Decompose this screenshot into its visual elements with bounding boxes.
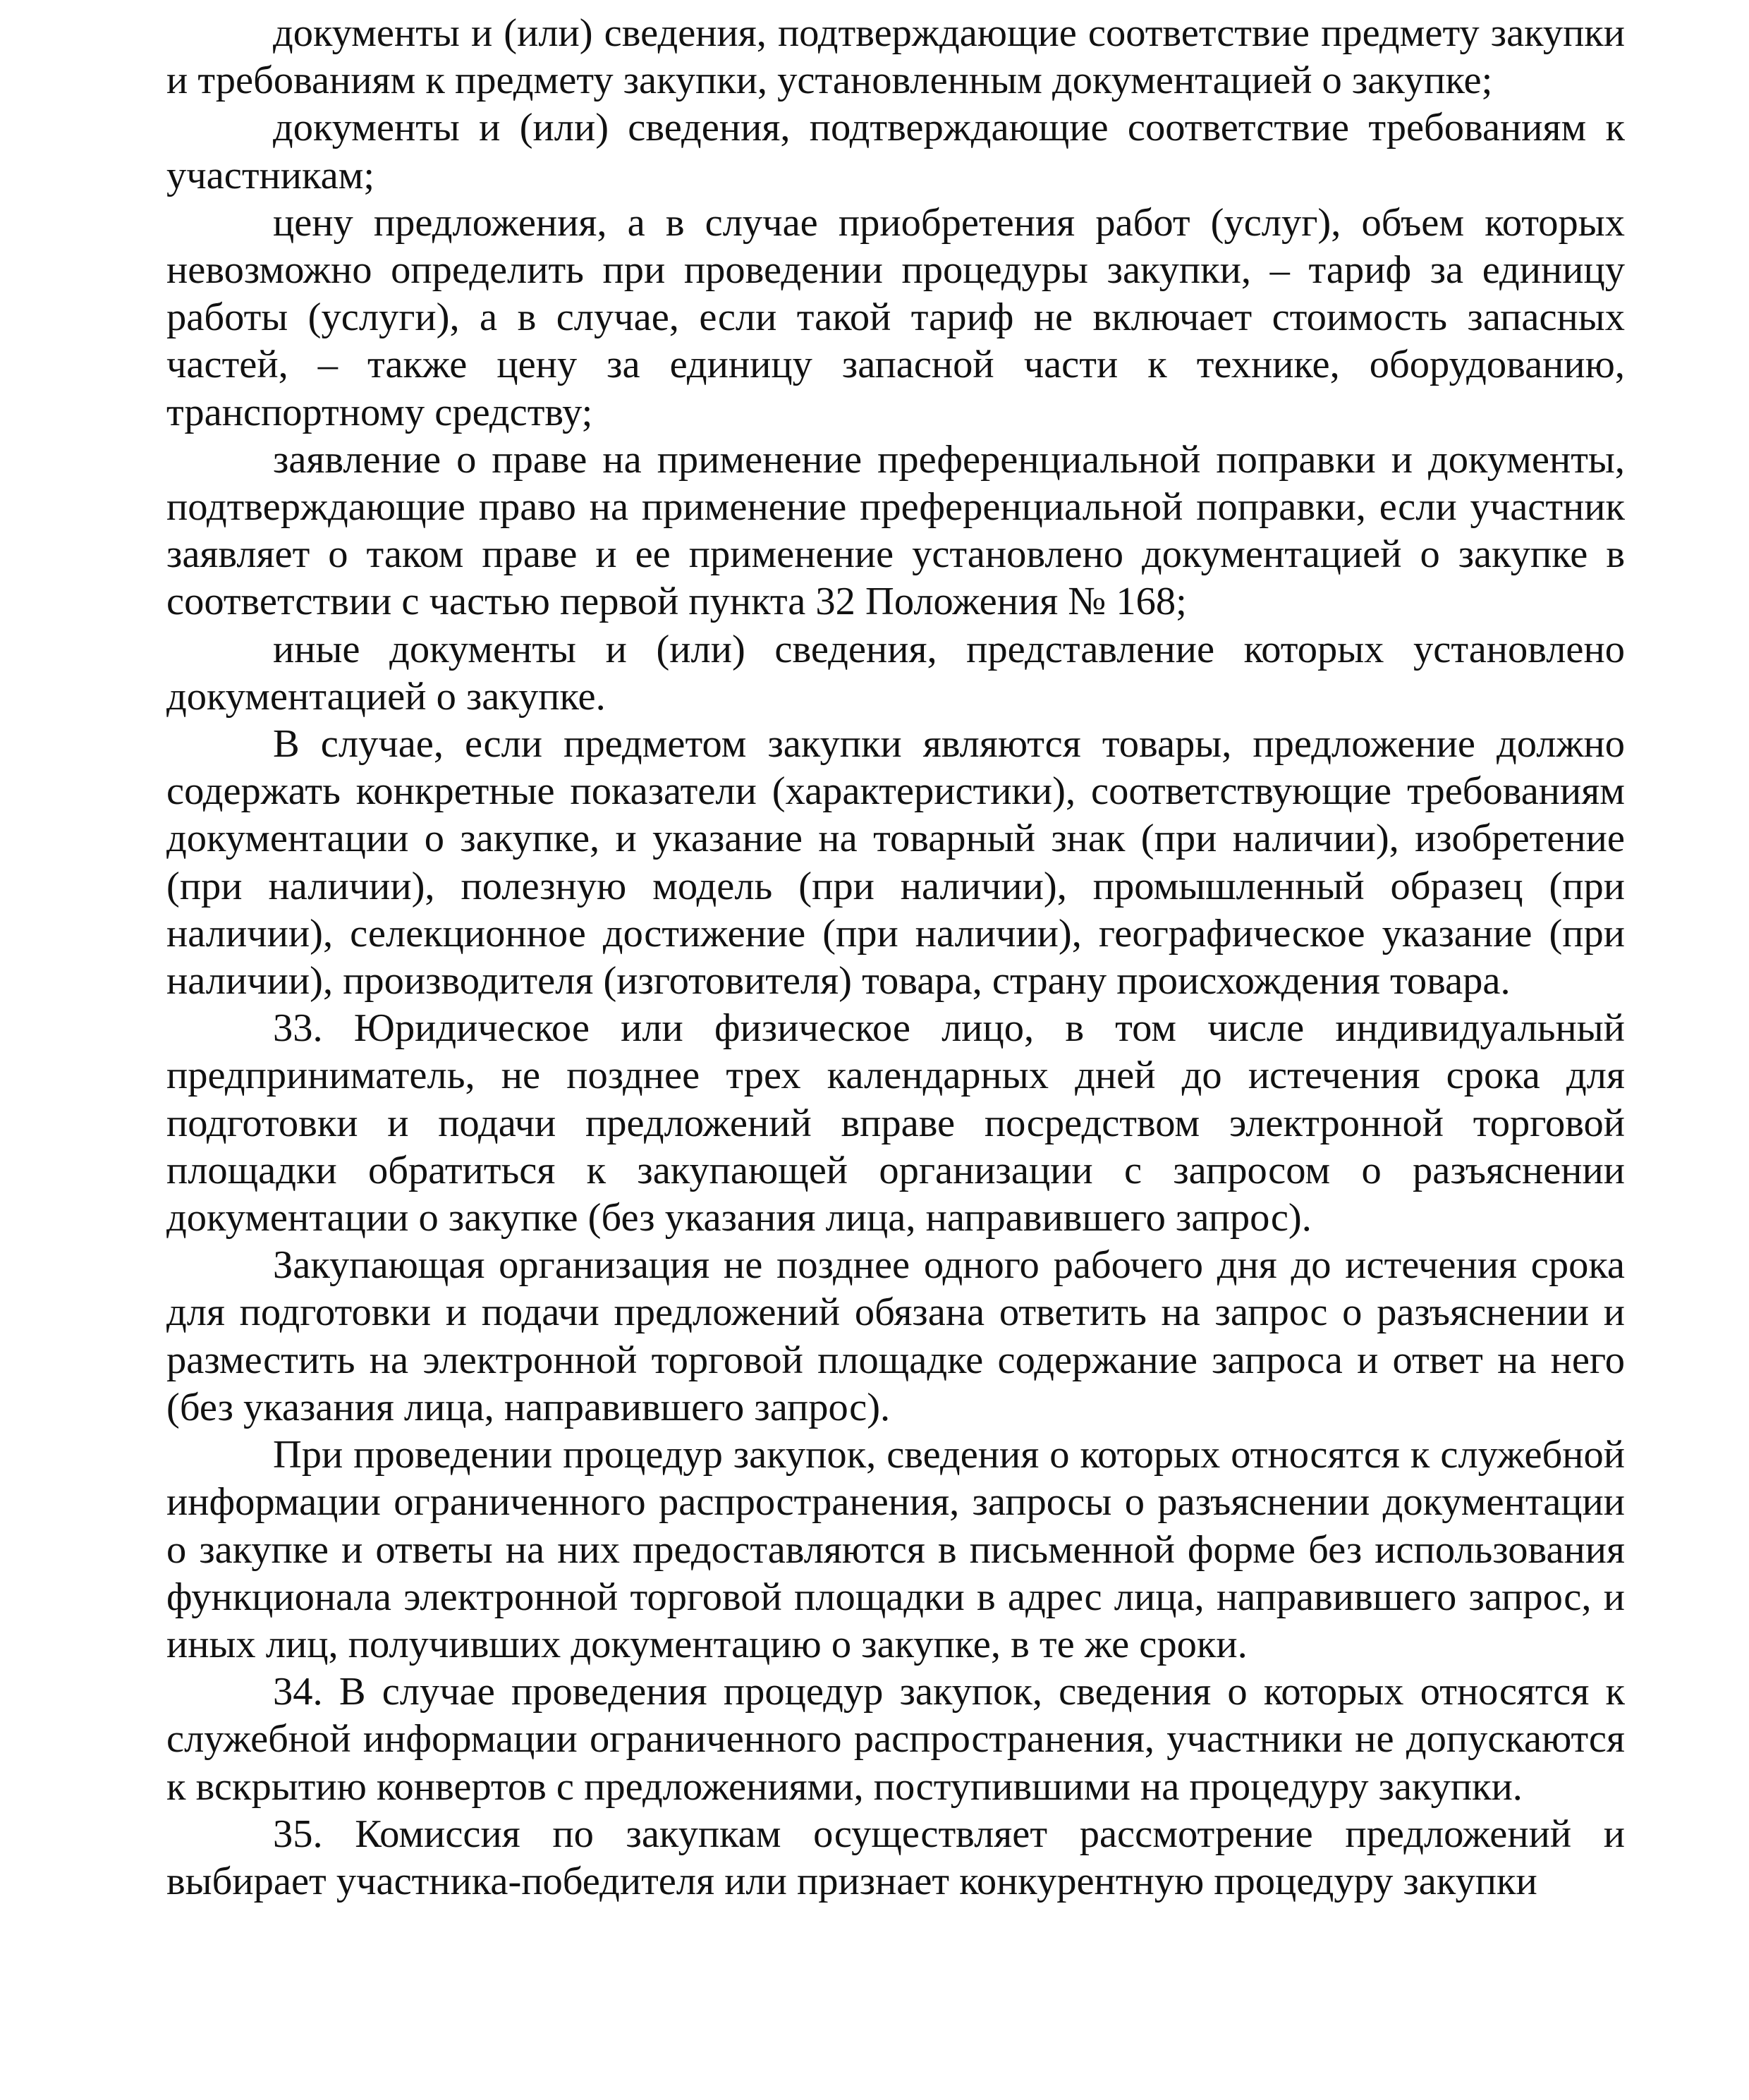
paragraph-restricted-information: При проведении процедур закупок, сведения о которых относятся к служебной информации ограниченного распространения, запросы о разъяснении документации о закупке и ответы на них предоставляются в письменной форме без использования функционала электронной торговой площадки в адрес лица, направившего запрос, и иных лиц, получивших документацию о закупке, в те же сроки. [166,1433,1625,1666]
paragraph-documents-participants: документы и (или) сведения, подтверждающие соответствие требованиям к участникам; [166,106,1625,197]
paragraph-documents-subject: документы и (или) сведения, подтверждающие соответствие предмету закупки и требованиям к предмету закупки, установленным документацией о закупке; [166,11,1625,103]
paragraph-preferential-amendment: заявление о праве на применение преференциальной поправки и документы, подтверждающие право на применение преференциальной поправки, если участник заявляет о таком праве и ее применение установлено документацией о закупке в соответствии с частью первой пункта 32 Положения № 168; [166,437,1625,624]
paragraph-clause-33: 33. Юридическое или физическое лицо, в том числе индивидуальный предприниматель, не позднее трех календарных дней до истечения срока для подготовки и подачи предложений вправе посредством электронной торговой площадки обратиться к закупающей организации с запросом о разъяснении документации о закупке (без указания лица, направившего запрос). [166,1006,1625,1240]
paragraph-goods-characteristics: В случае, если предметом закупки являются товары, предложение должно содержать конкретные показатели (характеристики), соответствующие требованиям документации о закупке, и указание на товарный знак (при наличии), изобретение (при наличии), полезную модель (при наличии), промышленный образец (при наличии), селекционное достижение (при наличии), географическое указание (при наличии), производителя (изготовителя) товара, страну происхождения товара. [166,722,1625,1003]
paragraph-clause-35: 35. Комиссия по закупкам осуществляет рассмотрение предложений и выбирает участника-победителя или признает конкурентную процедуру закупки [166,1812,1625,1903]
document-page [166,10,1625,1905]
paragraph-other-documents: иные документы и (или) сведения, представление которых установлено документацией о закупке. [166,627,1625,719]
paragraph-offer-price: цену предложения, а в случае приобретения работ (услуг), объем которых невозможно определить при проведении процедуры закупки, – тариф за единицу работы (услуги), а в случае, если такой тариф не включает стоимость запасных частей, – также цену за единицу запасной части к технике, оборудованию, транспортному средству; [166,200,1625,434]
paragraph-clarification-answer: Закупающая организация не позднее одного рабочего дня до истечения срока для подготовки и подачи предложений обязана ответить на запрос о разъяснении и разместить на электронной торговой площадке содержание запроса и ответ на него (без указания лица, направившего запрос). [166,1243,1625,1429]
paragraph-clause-34: 34. В случае проведения процедур закупок, сведения о которых относятся к служебной информации ограниченного распространения, участники не допускаются к вскрытию конвертов с предложениями, поступившими на процедуру закупки. [166,1670,1625,1809]
